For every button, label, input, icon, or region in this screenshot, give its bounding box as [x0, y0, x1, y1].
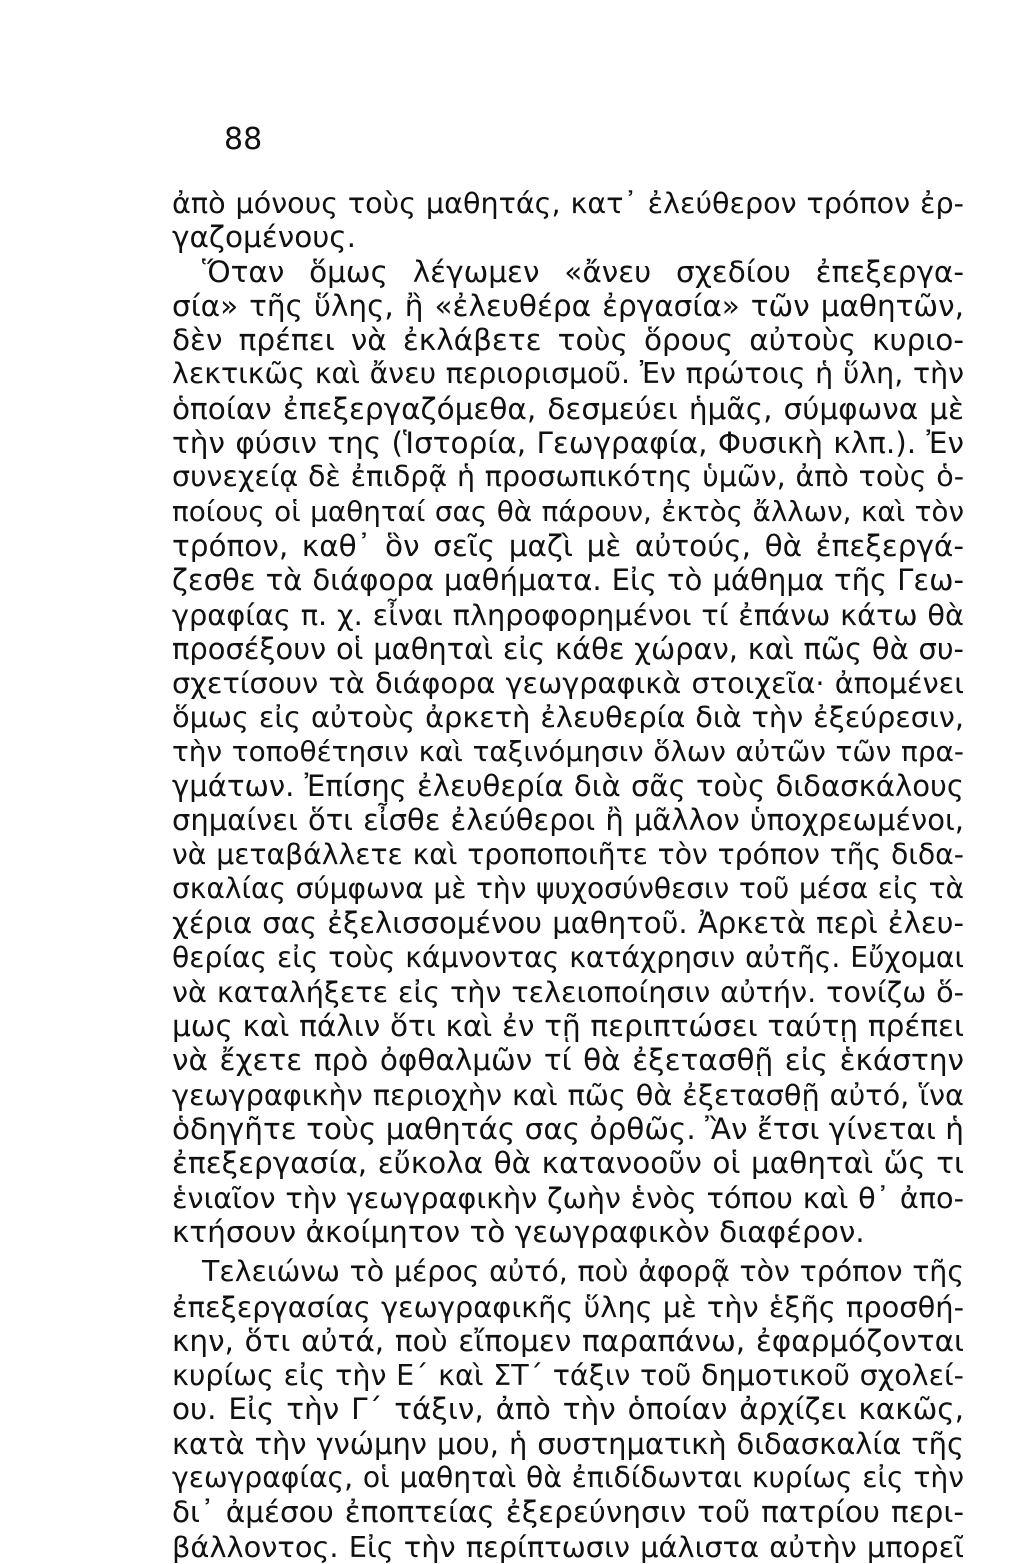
text-line: δὲν πρέπει νὰ ἐκλάβετε τοὺς ὅρους αὐτοὺς κυριο- — [172, 323, 964, 358]
text-line: βάλλοντος. Εἰς τὴν περίπτωσιν μάλιστα αὐτὴν μπορεῖ — [172, 1529, 964, 1564]
text-line: Ὅταν ὅμως λέγωμεν «ἄνευ σχεδίου ἐπεξεργα- — [202, 254, 964, 289]
text-line: τὴν φύσιν της (Ἱστορία, Γεωγραφία, Φυσικὴ κλπ.). Ἐν — [172, 426, 964, 461]
text-line: γαζομένους. — [172, 220, 357, 255]
text-line: συνεχείᾳ δὲ ἐπιδρᾷ ἡ προσωπικότης ὑμῶν, ἀπὸ τοὺς ὁ- — [172, 460, 964, 494]
text-line: ὁποίαν ἐπεξεργαζόμεθα, δεσμεύει ἡμᾶς, σύμφωνα μὲ — [172, 391, 964, 426]
text-line: γμάτων. Ἐπίσης ἐλευθερία διὰ σᾶς τοὺς διδασκάλους — [172, 769, 964, 804]
text-line: σχετίσουν τὰ διάφορα γεωγραφικὰ στοιχεῖα· ἀπομένει — [172, 666, 964, 701]
text-line: νὰ καταλήξετε εἰς τὴν τελειοποίησιν αὐτήν. τονίζω ὅ- — [172, 974, 964, 1009]
text-line: ζεσθε τὰ διάφορα μαθήματα. Εἰς τὸ μάθημα τῆς Γεω- — [172, 563, 964, 598]
text-line: προσέξουν οἱ μαθηταὶ εἰς κάθε χώραν, καὶ πῶς θὰ συ- — [172, 631, 964, 666]
text-line: δι᾽ ἀμέσου ἐποπτείας ἐξερεύνησιν τοῦ πατρίου περι- — [172, 1495, 964, 1530]
text-line: κατὰ τὴν γνώμην μου, ἡ συστηματικὴ διδασκαλία τῆς — [172, 1426, 964, 1461]
text-line: ἐπεξεργασία, εὔκολα θὰ κατανοοῦν οἱ μαθηταὶ ὥς τι — [172, 1146, 964, 1181]
text-line: ὅμως εἰς αὐτοὺς ἀρκετὴ ἐλευθερία διὰ τὴν ἐξεύρεσιν, — [172, 700, 964, 735]
text-line: μως καὶ πάλιν ὅτι καὶ ἐν τῇ περιπτώσει ταύτῃ πρέπει — [172, 1009, 964, 1044]
text-line: νὰ μεταβάλλετε καὶ τροποποιῆτε τὸν τρόπον τῆς διδα- — [172, 837, 964, 871]
text-line: τὴν τοποθέτησιν καὶ ταξινόμησιν ὅλων αὐτῶν τῶν πρα- — [172, 734, 964, 768]
text-line: Τελειώνω τὸ μέρος αὐτό, ποὺ ἀφορᾷ τὸν τρόπον τῆς — [202, 1255, 964, 1289]
text-line: ου. Εἰς τὴν Γ΄ τάξιν, ἀπὸ τὴν ὁποίαν ἀρχίζει κακῶς, — [172, 1392, 964, 1427]
text-line: λεκτικῶς καὶ ἄνευ περιορισμοῦ. Ἐν πρώτοις ἡ ὕλη, τὴν — [172, 357, 964, 391]
page-number: 88 — [224, 122, 263, 157]
text-line: κτήσουν ἀκοίμητον τὸ γεωγραφικὸν διαφέρον. — [172, 1214, 865, 1249]
text-line: σκαλίας σύμφωνα μὲ τὴν ψυχοσύνθεσιν τοῦ μέσα εἰς τὰ — [172, 871, 964, 905]
text-line: νὰ ἔχετε πρὸ ὀφθαλμῶν τί θὰ ἐξετασθῇ εἰς ἑκάστην — [172, 1043, 964, 1078]
body-text — [172, 186, 964, 1564]
text-line: τρόπον, καθ᾽ ὃν σεῖς μαζὶ μὲ αὐτούς, θὰ ἐπεξεργά- — [172, 528, 964, 563]
text-line: χέρια σας ἐξελισσομένου μαθητοῦ. Ἀρκετὰ περὶ ἐλευ- — [172, 906, 964, 941]
text-line: σία» τῆς ὕλης, ἢ «ἐλευθέρα ἐργασία» τῶν μαθητῶν, — [172, 288, 964, 323]
text-line: σημαίνει ὅτι εἶσθε ἐλεύθεροι ἢ μᾶλλον ὑποχρεωμένοι, — [172, 803, 964, 838]
text-line: κην, ὅτι αὐτά, ποὺ εἴπομεν παραπάνω, ἐφαρμόζονται — [172, 1323, 964, 1358]
text-line: γραφίας π. χ. εἶναι πληροφορημένοι τί ἐπάνω κάτω θὰ — [172, 597, 964, 632]
text-line: γεωγραφίας, οἱ μαθηταὶ θὰ ἐπιδίδωνται κυρίως εἰς τὴν — [172, 1460, 964, 1494]
text-line: γεωγραφικὴν περιοχὴν καὶ πῶς θὰ ἐξετασθῇ αὐτό, ἵνα — [172, 1077, 964, 1112]
text-line: ἐπεξεργασίας γεωγραφικῆς ὕλης μὲ τὴν ἑξῆς προσθή- — [172, 1289, 964, 1324]
text-line: ποίους οἱ μαθηταί σας θὰ πάρουν, ἐκτὸς ἄλλων, καὶ τὸν — [172, 494, 964, 528]
text-line: κυρίως εἰς τὴν Ε΄ καὶ ΣΤ΄ τάξιν τοῦ δημοτικοῦ σχολεί- — [172, 1358, 964, 1393]
text-line: ἀπὸ μόνους τοὺς μαθητάς, κατ᾽ ἐλεύθερον τρόπον ἐρ- — [172, 186, 964, 220]
text-line: ἑνιαῖον τὴν γεωγραφικὴν ζωὴν ἑνὸς τόπου καὶ θ᾽ ἀπο- — [172, 1180, 964, 1215]
text-line: ὁδηγῆτε τοὺς μαθητάς σας ὀρθῶς. Ἂν ἔτσι γίνεται ἡ — [172, 1112, 964, 1147]
text-line: θερίας εἰς τοὺς κάμνοντας κατάχρησιν αὐτῆς. Εὔχομαι — [172, 940, 964, 974]
